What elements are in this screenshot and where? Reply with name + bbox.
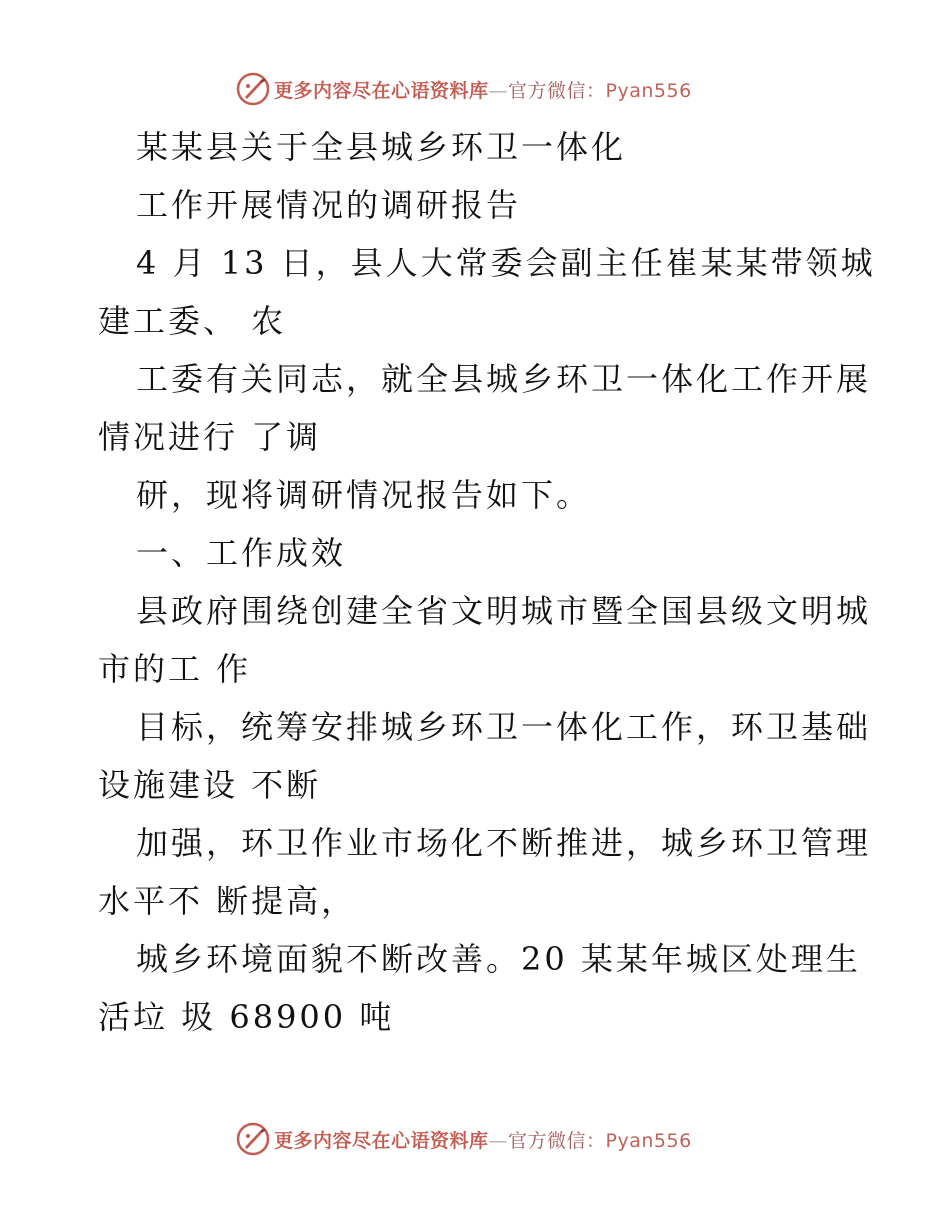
paragraph-line: 设施建设 不断 xyxy=(98,766,322,804)
paragraph-line: 目标，统筹安排城乡环卫一体化工作，环卫基础 xyxy=(136,708,872,746)
document-title-line-1: 某某县关于全县城乡环卫一体化 xyxy=(136,128,627,166)
paragraph-line: 市的工 作 xyxy=(98,650,252,688)
paragraph-line: 情况进行 了调 xyxy=(98,418,322,456)
watermark-wechat-id: Pyan556 xyxy=(605,80,692,102)
watermark-main-text: 更多内容尽在心语资料库 xyxy=(274,80,489,102)
paragraph-line: 县政府围绕创建全省文明城市暨全国县级文明城 xyxy=(136,592,872,630)
watermark-text xyxy=(274,1126,692,1153)
watermark-text xyxy=(274,76,692,103)
watermark-main-text: 更多内容尽在心语资料库 xyxy=(274,1130,489,1152)
quill-logo-icon xyxy=(236,72,270,106)
header-watermark-banner xyxy=(0,70,950,110)
paragraph-line: 加强，环卫作业市场化不断推进，城乡环卫管理 xyxy=(136,824,872,862)
paragraph-line: 活垃 圾 68900 吨 xyxy=(98,998,395,1036)
watermark-separator: — xyxy=(488,1130,509,1152)
watermark-wechat-id: Pyan556 xyxy=(605,1130,692,1152)
paragraph-line: 工委有关同志，就全县城乡环卫一体化工作开展 xyxy=(136,360,872,398)
paragraph-line: 建工委、 农 xyxy=(98,302,287,340)
paragraph-line: 水平不 断提高， xyxy=(98,882,357,920)
paragraph-line: 4 月 13 日，县人大常委会副主任崔某某带领城 xyxy=(136,244,876,282)
paragraph-line: 城乡环境面貌不断改善。20 某某年城区处理生 xyxy=(136,940,861,978)
quill-logo-icon xyxy=(236,1122,270,1156)
paragraph-line: 研，现将调研情况报告如下。 xyxy=(136,476,592,514)
section-heading: 一、工作成效 xyxy=(136,534,347,572)
footer-watermark-banner xyxy=(0,1120,950,1160)
watermark-separator: — xyxy=(488,80,509,102)
document-title-line-2: 工作开展情况的调研报告 xyxy=(136,186,522,224)
watermark-wechat-label: 官方微信： xyxy=(508,1130,606,1152)
watermark-wechat-label: 官方微信： xyxy=(508,80,606,102)
